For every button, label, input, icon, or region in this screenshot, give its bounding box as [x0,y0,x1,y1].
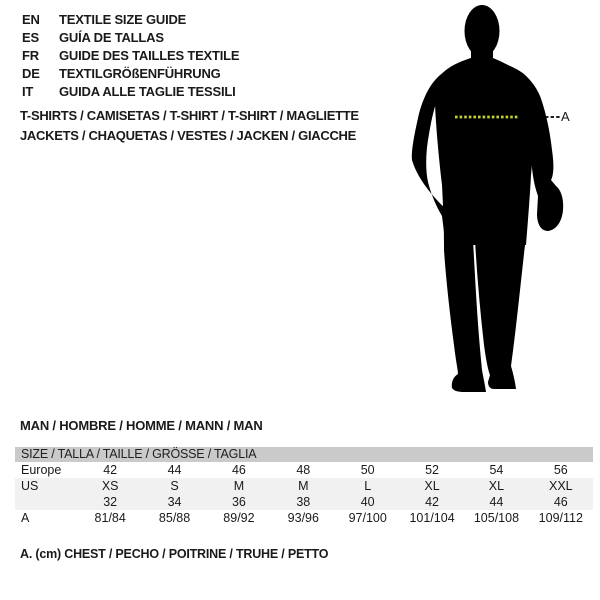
size-cell: 101/104 [409,511,455,525]
size-cell: 40 [360,495,375,509]
size-cell: XS [101,479,119,493]
size-cell: 97/100 [348,511,387,525]
language-code: EN [22,12,40,27]
size-cell: 44 [167,463,182,477]
size-cell: 48 [296,463,311,477]
size-cell: XL [424,479,440,493]
language-code: DE [22,66,40,81]
size-cell: 42 [425,495,440,509]
man-figure [398,0,573,400]
language-row [22,65,239,83]
language-code: IT [22,84,34,99]
language-label: GUÍA DE TALLAS [59,30,164,45]
row-label [15,494,78,510]
language-row [22,29,239,47]
language-row [22,83,239,101]
size-cell: XL [488,479,505,493]
language-row [22,47,239,65]
man-silhouette [398,0,573,400]
size-cell: S [170,479,179,493]
table-row [15,494,593,510]
table-row [15,462,593,478]
size-cell: 46 [231,463,246,477]
size-cell: 105/108 [473,511,520,525]
size-cell: 52 [425,463,440,477]
right-leg-shape [475,235,526,389]
language-list [22,11,239,101]
size-cell: XXL [548,479,573,493]
size-cell: 109/112 [538,511,583,525]
table-row [15,510,593,526]
size-cell: M [298,479,309,493]
size-cell: 38 [296,495,311,509]
measure-label-a: A [561,109,570,124]
size-table-header: SIZE / TALLA / TAILLE / GRÖSSE / TAGLIA [15,447,593,462]
size-cell: 42 [103,463,118,477]
size-cell: 36 [231,495,246,509]
size-cell: 81/84 [94,511,126,525]
row-label: Europe [21,463,62,477]
row-label: US [21,479,39,493]
language-code: ES [22,30,39,45]
size-cell: 46 [553,495,568,509]
category-list [20,106,359,146]
size-cell: 54 [489,463,504,477]
size-cell: 85/88 [158,511,191,525]
language-label: GUIDA ALLE TAGLIE TESSILI [59,84,236,99]
size-cell: 50 [360,463,375,477]
size-cell: 44 [489,495,504,509]
table-row [15,478,593,494]
size-cell: M [233,479,245,493]
size-cell: 34 [167,495,182,509]
category-tshirts: T-SHIRTS / CAMISETAS / T-SHIRT / T-SHIRT / MAGLIETTE [20,108,359,123]
size-table [15,447,593,526]
category-jackets: JACKETS / CHAQUETAS / VESTES / JACKEN / GIACCHE [20,128,356,143]
size-cell: 93/96 [287,511,319,525]
size-cell: 89/92 [223,511,255,525]
language-label: TEXTILGRÖßENFÜHRUNG [59,66,221,81]
measurement-footnote: A. (cm) CHEST / PECHO / POITRINE / TRUHE / PETTO [20,547,329,561]
language-label: GUIDE DES TAILLES TEXTILE [59,48,240,63]
row-label: A [21,511,30,525]
language-code: FR [22,48,39,63]
section-title-man: MAN / HOMBRE / HOMME / MANN / MAN [20,418,263,433]
size-cell: 56 [553,463,568,477]
language-row [22,11,239,29]
language-label: TEXTILE SIZE GUIDE [59,12,187,27]
size-cell: L [364,479,372,493]
size-table-rows [15,462,593,526]
size-cell: 32 [103,495,118,509]
